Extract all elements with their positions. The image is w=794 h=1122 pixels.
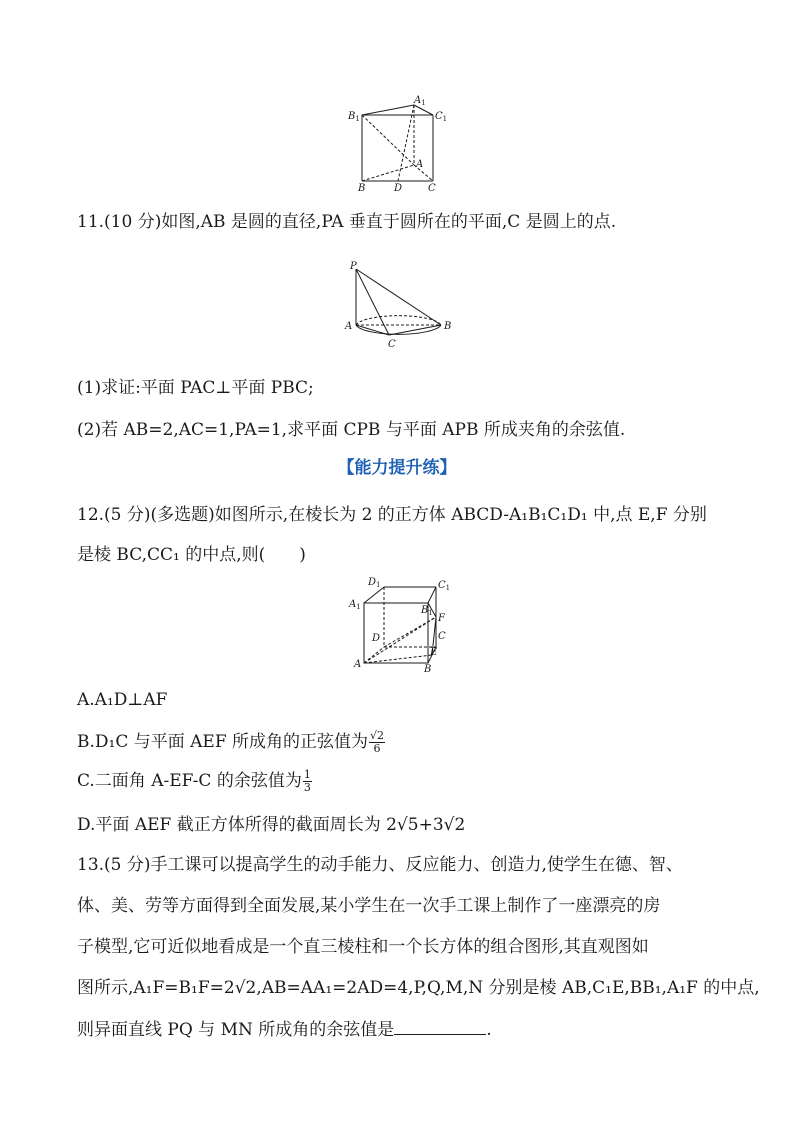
q11-part2: (2)若 AB=2,AC=1,PA=1,求平面 CPB 与平面 APB 所成夹角的余弦值. [77, 420, 626, 440]
section-title: 【能力提升练】 [337, 458, 457, 478]
q13-line3: 子模型,它可近似地看成是一个直三棱柱和一个长方体的组合图形,其直观图如 [77, 937, 649, 957]
label-c: C [388, 339, 396, 350]
q13-line5-end: . [486, 1020, 492, 1040]
label-c1: $C_1$ [435, 111, 448, 123]
label-a: A [416, 159, 424, 170]
label-a1: $A_1$ [414, 95, 426, 107]
label-d: D [394, 183, 403, 194]
option-c-denominator: 3 [303, 781, 311, 794]
q13-line1: 13.(5 分)手工课可以提高学生的动手能力、反应能力、创造力,使学生在德、智、 [77, 855, 683, 875]
q12-option-c [77, 769, 312, 794]
label-e: E [430, 647, 438, 658]
option-b-fraction [369, 730, 385, 755]
label-a: A [345, 321, 353, 332]
label-c: C [428, 183, 436, 194]
q13-line5 [77, 1016, 492, 1042]
label-a: A [354, 659, 362, 670]
option-c-numerator: 1 [303, 768, 311, 781]
q11-part1: (1)求证:平面 PAC⊥平面 PBC; [77, 378, 314, 398]
answer-blank[interactable] [394, 1016, 486, 1035]
q12-option-a: A.A₁D⊥AF [77, 690, 168, 710]
option-b-text: B.D₁C 与平面 AEF 所成角的正弦值为 [77, 732, 369, 752]
q12-option-d: D.平面 AEF 截正方体所得的截面周长为 2√5+3√2 [77, 815, 466, 835]
prism-diagram [342, 95, 452, 195]
label-a1: $A_1$ [349, 599, 361, 611]
cube-diagram [346, 575, 458, 673]
label-b: B [358, 183, 366, 194]
label-f: F [438, 613, 445, 624]
label-b: B [424, 664, 432, 673]
prism-figure [342, 95, 452, 195]
label-c1: $C_1$ [438, 580, 451, 592]
label-b1: $B_1$ [348, 111, 360, 123]
label-b1: $B_1$ [421, 605, 433, 617]
label-b: B [444, 321, 452, 332]
option-b-denominator: 6 [373, 742, 381, 755]
option-c-text: C.二面角 A-EF-C 的余弦值为 [77, 771, 302, 791]
option-c-fraction [303, 769, 312, 794]
q12-stem-line2: 是棱 BC,CC₁ 的中点,则( ) [77, 545, 306, 565]
q12-option-b [77, 730, 385, 755]
label-d: D [372, 633, 381, 644]
cone-figure [343, 257, 458, 352]
cube-figure [346, 575, 458, 673]
label-c: C [438, 631, 446, 642]
label-d1: $D_1$ [368, 577, 381, 589]
q13-line4: 图所示,A₁F=B₁F=2√2,AB=AA₁=2AD=4,P,Q,M,N 分别是棱 AB,C₁E,BB₁,A₁F 的中点, [77, 978, 760, 998]
q13-line5-text: 则异面直线 PQ 与 MN 所成角的余弦值是 [77, 1020, 395, 1040]
q13-line2: 体、美、劳等方面得到全面发展,某小学生在一次手工课上制作了一座漂亮的房 [77, 896, 661, 916]
option-b-numerator: √2 [370, 729, 385, 742]
q12-stem-line1: 12.(5 分)(多选题)如图所示,在棱长为 2 的正方体 ABCD-A₁B₁C₁D₁ 中,点 E,F 分别 [77, 505, 707, 525]
label-p: P [350, 261, 357, 272]
cone-diagram [343, 257, 458, 352]
q11-stem: 11.(10 分)如图,AB 是圆的直径,PA 垂直于圆所在的平面,C 是圆上的点. [77, 212, 617, 232]
